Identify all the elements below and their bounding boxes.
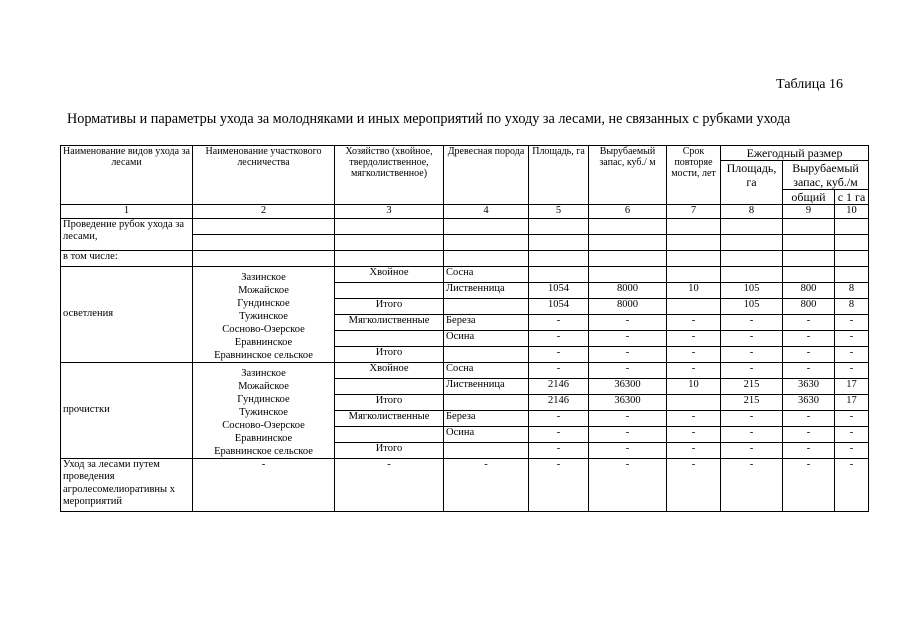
table-row: [61, 458, 869, 511]
header-cell: Площадь, га: [721, 161, 783, 205]
forestry-name: Еравнинское сельское: [214, 349, 313, 361]
column-number: 4: [444, 205, 529, 219]
value-cell: 17: [835, 378, 869, 394]
value-cell: 105: [721, 298, 783, 314]
farm-type: [335, 330, 444, 346]
value-cell: -: [835, 346, 869, 362]
value-cell: -: [721, 410, 783, 426]
value-cell: -: [783, 458, 835, 511]
value-cell: -: [667, 314, 721, 330]
value-cell: [721, 266, 783, 282]
care-type-name: осветления: [61, 266, 193, 362]
value-cell: 1054: [529, 282, 589, 298]
farm-type: Итого: [335, 394, 444, 410]
section-title: Проведение рубок ухода за лесами,: [61, 218, 193, 250]
value-cell: 36300: [589, 378, 667, 394]
column-number: 9: [783, 205, 835, 219]
value-cell: -: [529, 362, 589, 378]
value-cell: [835, 266, 869, 282]
value-cell: [667, 394, 721, 410]
value-cell: -: [835, 458, 869, 511]
value-cell: -: [529, 458, 589, 511]
value-cell: -: [589, 346, 667, 362]
value-cell: -: [835, 410, 869, 426]
header-cell: Хозяйство (хвойное, твердолиственное, мягколиственное): [335, 146, 444, 205]
value-cell: -: [835, 442, 869, 458]
value-cell: 800: [783, 282, 835, 298]
forestry-name: Еравнинское сельское: [214, 445, 313, 457]
column-numbers-row: [61, 205, 869, 219]
value-cell: -: [335, 458, 444, 511]
farm-type: Итого: [335, 442, 444, 458]
value-cell: -: [783, 442, 835, 458]
value-cell: -: [721, 314, 783, 330]
value-cell: -: [783, 410, 835, 426]
value-cell: 10: [667, 378, 721, 394]
farm-type: [335, 282, 444, 298]
value-cell: -: [721, 426, 783, 442]
header-cell: Ежегодный размер: [721, 146, 869, 161]
section-row: [61, 218, 869, 234]
species: Осина: [444, 426, 529, 442]
header-cell: Срок повторяе мости, лет: [667, 146, 721, 205]
header-cell: общий: [783, 190, 835, 205]
care-type-name: Уход за лесами путем проведения агролесомелиоративны х мероприятий: [61, 458, 193, 511]
species: Береза: [444, 410, 529, 426]
forestry-list: [193, 266, 335, 362]
norms-table: [60, 145, 869, 512]
species: Лиственница: [444, 378, 529, 394]
value-cell: -: [721, 442, 783, 458]
value-cell: -: [783, 426, 835, 442]
value-cell: 36300: [589, 394, 667, 410]
forestry-name: Гундинское: [237, 297, 290, 309]
farm-type: Мягколиственные: [335, 314, 444, 330]
value-cell: -: [529, 442, 589, 458]
value-cell: -: [783, 330, 835, 346]
value-cell: -: [783, 314, 835, 330]
value-cell: -: [667, 426, 721, 442]
farm-type: Итого: [335, 346, 444, 362]
forestry-name: Еравнинское: [234, 432, 293, 444]
value-cell: [529, 266, 589, 282]
value-cell: -: [529, 410, 589, 426]
value-cell: -: [667, 346, 721, 362]
forestry-list: [193, 362, 335, 458]
species: [444, 346, 529, 362]
value-cell: -: [529, 314, 589, 330]
value-cell: -: [529, 346, 589, 362]
value-cell: [589, 266, 667, 282]
value-cell: -: [589, 330, 667, 346]
value-cell: -: [667, 410, 721, 426]
care-type-name: прочистки: [61, 362, 193, 458]
header-row: [61, 146, 869, 161]
value-cell: -: [667, 442, 721, 458]
header-cell: Вырубаемый запас, куб./м: [783, 161, 869, 190]
value-cell: -: [721, 458, 783, 511]
farm-type: [335, 378, 444, 394]
value-cell: 2146: [529, 378, 589, 394]
table-row: [61, 266, 869, 282]
value-cell: -: [589, 314, 667, 330]
value-cell: -: [835, 362, 869, 378]
value-cell: -: [589, 426, 667, 442]
value-cell: -: [721, 330, 783, 346]
forestry-name: Сосново-Озерское: [222, 419, 305, 431]
column-number: 6: [589, 205, 667, 219]
value-cell: 1054: [529, 298, 589, 314]
species: [444, 298, 529, 314]
column-number: 3: [335, 205, 444, 219]
forestry-name: Тужинское: [239, 310, 288, 322]
value-cell: 2146: [529, 394, 589, 410]
value-cell: -: [589, 410, 667, 426]
value-cell: -: [783, 362, 835, 378]
value-cell: 10: [667, 282, 721, 298]
value-cell: -: [529, 330, 589, 346]
value-cell: -: [589, 362, 667, 378]
header-cell: Наименование участкового лесничества: [193, 146, 335, 205]
value-cell: -: [589, 442, 667, 458]
value-cell: -: [667, 330, 721, 346]
table-title: Нормативы и параметры ухода за молодняками и иных мероприятий по уходу за лесами, не связанных с рубками ухода: [67, 111, 791, 127]
value-cell: -: [721, 362, 783, 378]
table-number: Таблица 16: [776, 77, 843, 92]
header-cell: Наименование видов ухода за лесами: [61, 146, 193, 205]
value-cell: -: [667, 362, 721, 378]
farm-type: Итого: [335, 298, 444, 314]
column-number: 1: [61, 205, 193, 219]
farm-type: [335, 426, 444, 442]
forestry-name: Можайское: [238, 380, 289, 392]
value-cell: -: [721, 346, 783, 362]
value-cell: -: [667, 458, 721, 511]
column-number: 5: [529, 205, 589, 219]
species: [444, 442, 529, 458]
value-cell: 8: [835, 298, 869, 314]
value-cell: -: [444, 458, 529, 511]
farm-type: Хвойное: [335, 266, 444, 282]
value-cell: [667, 266, 721, 282]
forestry-name: Зазинское: [241, 271, 286, 283]
farm-type: Мягколиственные: [335, 410, 444, 426]
header-cell: Древесная порода: [444, 146, 529, 205]
table-row: [61, 362, 869, 378]
value-cell: -: [835, 330, 869, 346]
value-cell: 8: [835, 282, 869, 298]
header-cell: Площадь, га: [529, 146, 589, 205]
value-cell: -: [835, 314, 869, 330]
species: Сосна: [444, 362, 529, 378]
value-cell: 215: [721, 394, 783, 410]
value-cell: -: [783, 346, 835, 362]
header-cell: с 1 га: [835, 190, 869, 205]
value-cell: -: [835, 426, 869, 442]
value-cell: 105: [721, 282, 783, 298]
forestry-name: Зазинское: [241, 367, 286, 379]
column-number: 2: [193, 205, 335, 219]
value-cell: 8000: [589, 282, 667, 298]
forestry-name: Еравнинское: [234, 336, 293, 348]
column-number: 10: [835, 205, 869, 219]
value-cell: 215: [721, 378, 783, 394]
value-cell: -: [529, 426, 589, 442]
value-cell: 800: [783, 298, 835, 314]
value-cell: 3630: [783, 394, 835, 410]
column-number: 7: [667, 205, 721, 219]
species: Осина: [444, 330, 529, 346]
section-sub-row: [61, 250, 869, 266]
forestry-name: Можайское: [238, 284, 289, 296]
value-cell: -: [193, 458, 335, 511]
species: [444, 394, 529, 410]
forestry-name: Гундинское: [237, 393, 290, 405]
forestry-name: Тужинское: [239, 406, 288, 418]
value-cell: -: [589, 458, 667, 511]
header-cell: Вырубаемый запас, куб./ м: [589, 146, 667, 205]
farm-type: Хвойное: [335, 362, 444, 378]
forestry-name: Сосново-Озерское: [222, 323, 305, 335]
value-cell: 17: [835, 394, 869, 410]
species: Лиственница: [444, 282, 529, 298]
species: Сосна: [444, 266, 529, 282]
value-cell: 3630: [783, 378, 835, 394]
section-subtitle: в том числе:: [61, 250, 193, 266]
species: Береза: [444, 314, 529, 330]
value-cell: [783, 266, 835, 282]
value-cell: [667, 298, 721, 314]
column-number: 8: [721, 205, 783, 219]
value-cell: 8000: [589, 298, 667, 314]
